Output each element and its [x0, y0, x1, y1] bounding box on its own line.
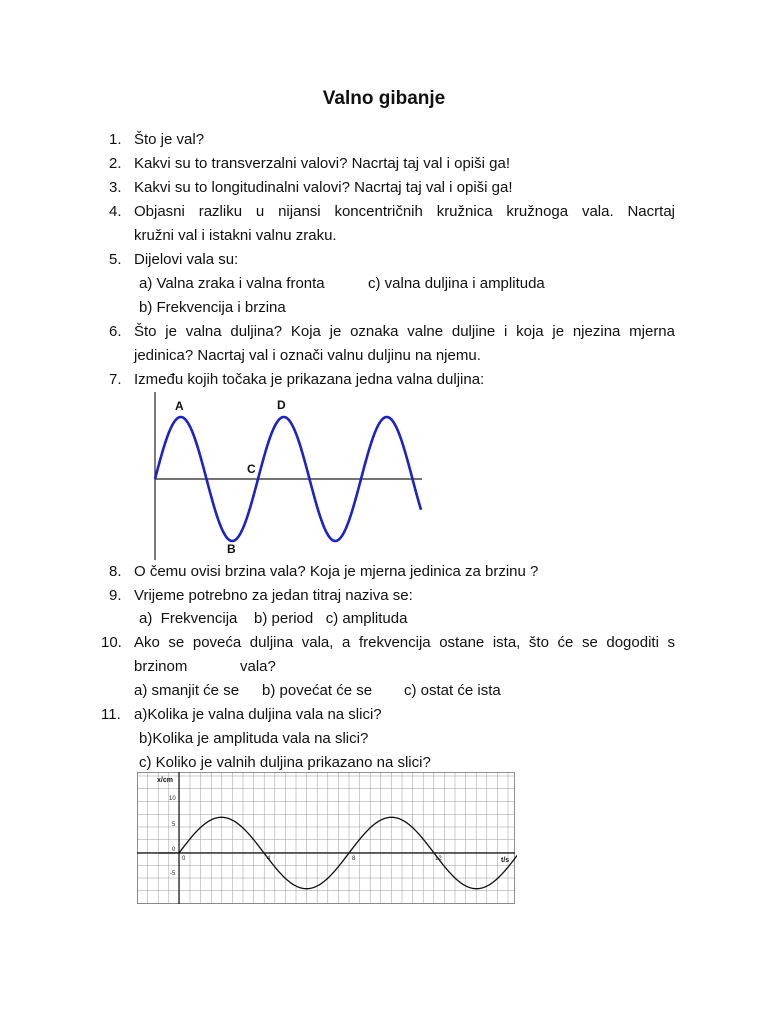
- q5-option-b: b) Frekvencija i brzina: [139, 299, 286, 316]
- q5-option-c: c) valna duljina i amplituda: [368, 275, 545, 292]
- q4-text-line1: Objasni razliku u nijansi koncentričnih kružnica kružnoga vala. Nacrtaj: [134, 203, 675, 220]
- q11-part-b: b)Kolika je amplituda vala na slici?: [139, 730, 369, 747]
- q9-text: Vrijeme potrebno za jedan titraj naziva se:: [134, 587, 413, 604]
- x-tick-12: 12: [435, 856, 442, 862]
- point-label-c: C: [247, 462, 256, 476]
- q6-text-line2: jedinica? Nacrtaj val i označi valnu duljinu na njemu.: [134, 347, 481, 364]
- q2-text: Kakvi su to transverzalni valovi? Nacrtaj taj val i opiši ga!: [134, 155, 510, 172]
- x-tick-0: 0: [182, 856, 186, 862]
- q10-option-b: b) povećat će se: [262, 682, 373, 699]
- q7-text: Između kojih točaka je prikazana jedna valna duljina:: [134, 371, 485, 388]
- q6-text-line1: Što je valna duljina? Koja je oznaka valne duljine i koja je njezina mjerna: [134, 323, 675, 340]
- point-label-b: B: [227, 542, 236, 556]
- q1-number: 1.: [109, 131, 122, 148]
- q7-number: 7.: [109, 371, 122, 388]
- point-label-a: A: [175, 399, 184, 413]
- q11-part-c: c) Koliko je valnih duljina prikazano na slici?: [139, 754, 431, 771]
- point-label-d: D: [277, 398, 286, 412]
- y-tick-minus5: -5: [170, 871, 176, 877]
- wave-figure: [140, 390, 425, 560]
- page-title: Valno gibanje: [322, 88, 446, 109]
- displacement-time-chart: [137, 772, 517, 904]
- q4-number: 4.: [109, 203, 122, 220]
- y-tick-0: 0: [172, 847, 176, 853]
- q2-number: 2.: [109, 155, 122, 172]
- x-tick-8: 8: [352, 856, 356, 862]
- q10-text-line1: Ako se poveća duljina vala, a frekvencija ostane ista, što će se dogoditi s: [134, 634, 675, 651]
- q5-text: Dijelovi vala su:: [134, 251, 239, 268]
- q5-option-a: a) Valna zraka i valna fronta: [139, 275, 325, 292]
- q4-text-line2: kružni val i istakni valnu zraku.: [134, 227, 337, 244]
- q6-number: 6.: [109, 323, 122, 340]
- q9-number: 9.: [109, 587, 122, 604]
- q3-number: 3.: [109, 179, 122, 196]
- q9-options: a) Frekvencija b) period c) amplituda: [139, 610, 408, 627]
- q11-part-a: a)Kolika je valna duljina vala na slici?: [134, 706, 382, 723]
- x-tick-4: 4: [267, 856, 271, 862]
- chart-grid: [137, 772, 515, 904]
- q10-text-line2b: vala?: [240, 658, 276, 675]
- chart-frame: [138, 773, 515, 904]
- y-tick-10: 10: [169, 796, 176, 802]
- q8-text: O čemu ovisi brzina vala? Koja je mjerna jedinica za brzinu ?: [134, 563, 539, 580]
- y-tick-5: 5: [172, 822, 176, 828]
- q5-number: 5.: [109, 251, 122, 268]
- q8-number: 8.: [109, 563, 122, 580]
- q11-number: 11.: [101, 706, 121, 723]
- chart-y-label: x/cm: [157, 777, 173, 784]
- q10-option-a: a) smanjit će se: [134, 682, 240, 699]
- chart-x-label: t/s: [501, 857, 510, 864]
- q3-text: Kakvi su to longitudinalni valovi? Nacrtaj taj val i opiši ga!: [134, 179, 513, 196]
- q10-number: 10.: [101, 634, 122, 651]
- q1-text: Što je val?: [134, 131, 205, 148]
- q10-text-line2a: brzinom: [134, 658, 188, 675]
- q10-option-c: c) ostat će ista: [404, 682, 501, 699]
